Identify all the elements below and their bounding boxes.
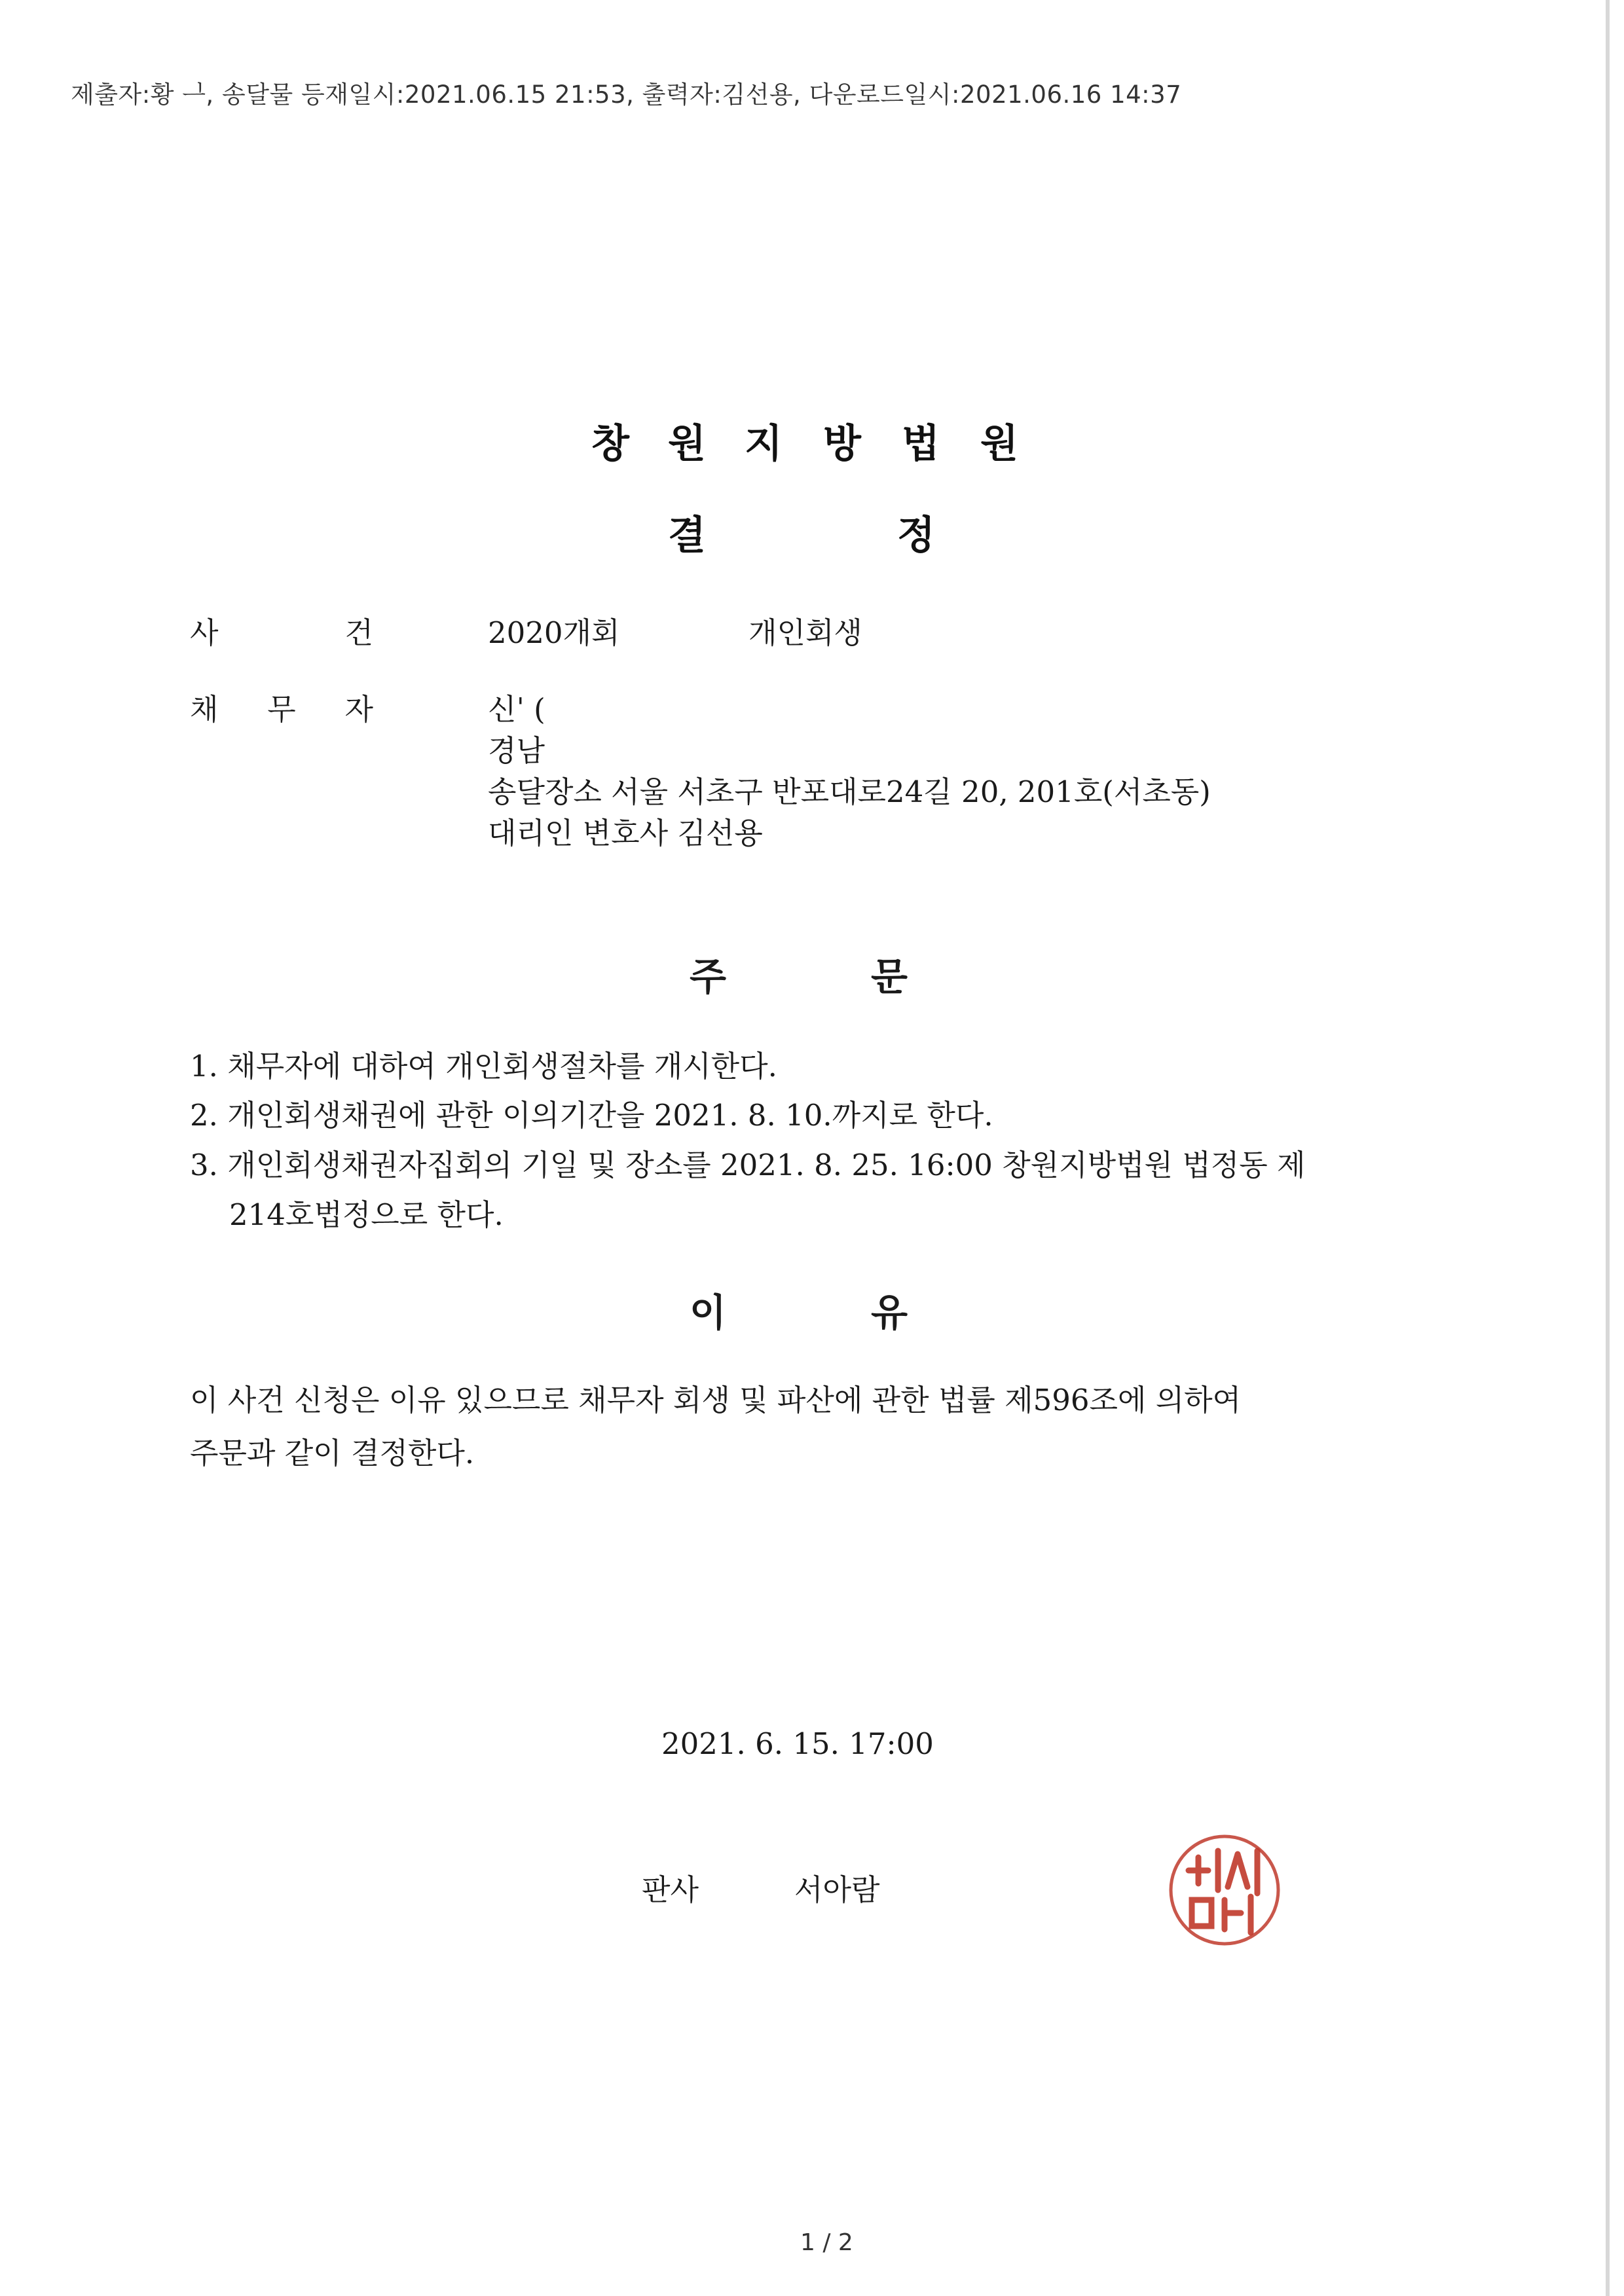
debtor-label-char: 무	[267, 692, 296, 727]
debtor-address: 경남	[488, 733, 545, 768]
case-label-char: 건	[344, 615, 373, 650]
order-heading-char: 문	[871, 955, 908, 999]
document-type-char: 결	[668, 513, 706, 558]
document-type-char: 정	[897, 513, 935, 558]
court-name-char: 원	[980, 421, 1018, 467]
debtor-label	[190, 685, 373, 728]
court-name-char: 방	[823, 421, 861, 467]
reason-heading-char: 이	[690, 1290, 727, 1335]
order-heading	[0, 946, 1624, 998]
scan-edge-line	[1606, 0, 1610, 2296]
debtor-label-char: 채	[190, 692, 219, 727]
reason-line-1: 이 사건 신청은 이유 있으므로 채무자 회생 및 파산에 관한 법률 제596조에 의하여	[190, 1383, 1242, 1417]
case-label-char: 사	[190, 615, 219, 650]
court-name-char: 지	[745, 421, 783, 467]
order-item-3-continued: 214호법정으로 한다.	[229, 1197, 504, 1232]
reason-heading	[0, 1282, 1624, 1334]
judge-seal	[1162, 1828, 1287, 1952]
court-name	[0, 412, 1624, 465]
court-name-char: 법	[902, 421, 940, 467]
seal-stamp-icon	[1162, 1828, 1287, 1952]
page-number: 1 / 2	[800, 2229, 853, 2256]
case-label	[190, 609, 373, 651]
reason-heading-char: 유	[871, 1290, 908, 1335]
case-type: 개인회생	[748, 615, 862, 650]
order-item-2: 2. 개인회생채권에 관한 이의기간을 2021. 8. 10.까지로 한다.	[190, 1098, 993, 1133]
court-name-char: 원	[668, 421, 706, 467]
document-type	[0, 504, 1624, 556]
debtor-label-char: 자	[344, 692, 373, 727]
debtor-name: 신ˈ (	[488, 692, 545, 727]
order-item-3: 3. 개인회생채권자집회의 기일 및 장소를 2021. 8. 25. 16:00 창원지방법원 법정동 제	[190, 1148, 1306, 1182]
order-item-1: 1. 채무자에 대하여 개인회생절차를 개시한다.	[190, 1049, 777, 1084]
service-address: 송달장소 서울 서초구 반포대로24길 20, 201호(서초동)	[488, 774, 1211, 809]
court-name-char: 창	[591, 421, 629, 467]
order-heading-char: 주	[690, 955, 727, 999]
submission-info-header: 제출자:황 ᆜ, 송달물 등재일시:2021.06.15 21:53, 출력자:김선용, 다운로드일시:2021.06.16 14:37	[71, 81, 1182, 109]
case-number: 2020개회	[488, 615, 620, 650]
reason-line-2: 주문과 같이 결정한다.	[190, 1436, 475, 1470]
debtor-agent: 대리인 변호사 김선용	[488, 816, 763, 850]
judge-title: 판사	[642, 1872, 699, 1907]
judge-name: 서아람	[794, 1872, 880, 1907]
decision-date: 2021. 6. 15. 17:00	[661, 1726, 934, 1761]
